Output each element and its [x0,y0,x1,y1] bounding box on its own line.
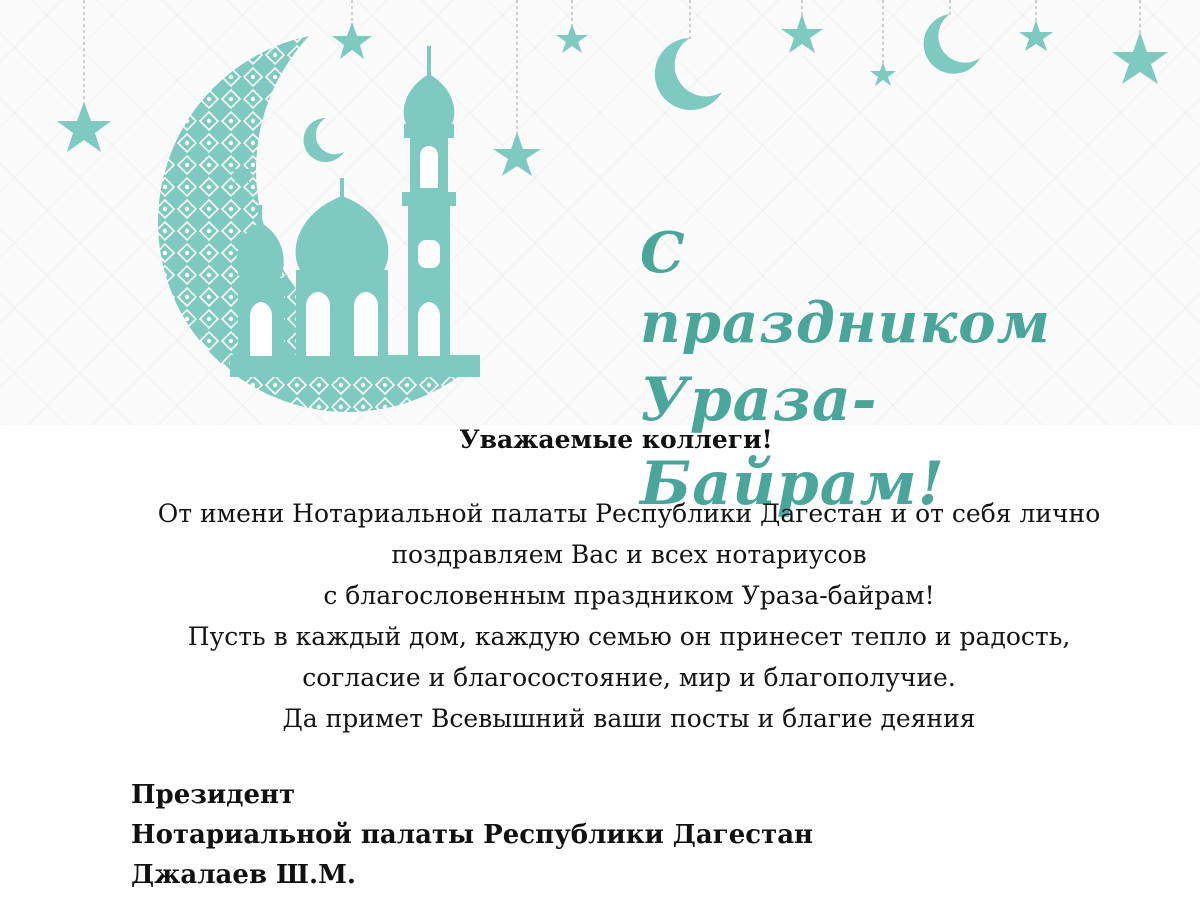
hanging-star-icon [870,62,896,86]
card-headline [640,218,1110,526]
message-line: От имени Нотариальной палаты Республики Дагестан и от себя лично [157,499,1101,528]
signature-organization: Нотариальной палаты Республики Дагестан [131,820,814,850]
signature-block [131,775,813,895]
hanging-star-icon [1019,20,1053,51]
signature-position: Президент [131,780,296,810]
hanging-crescent-icon [655,38,722,110]
message-line: с благословенным праздником Ураза-байрам! [323,581,935,610]
message-line: согласие и благосостояние, мир и благополучие. [302,663,956,692]
message-body [0,493,1200,739]
hanging-star-icon [1112,32,1168,84]
headline-line-2: Ураза-Байрам! [640,365,945,519]
greeting-title: Уважаемые коллеги! [459,425,773,454]
hanging-star-icon [556,24,588,53]
signature-name: Джалаев Ш.М. [131,860,356,890]
hanging-star-icon [781,14,823,53]
message-line: Пусть в каждый дом, каждую семью он принесет тепло и радость, [187,622,1071,651]
message-line: поздравляем Вас и всех нотариусов [391,540,867,569]
hanging-star-icon [57,102,111,152]
hanging-crescent-icon [924,14,980,74]
headline-line-1: С праздником [640,220,1051,356]
message-line: Да примет Всевышний ваши посты и благие деяния [282,704,976,733]
